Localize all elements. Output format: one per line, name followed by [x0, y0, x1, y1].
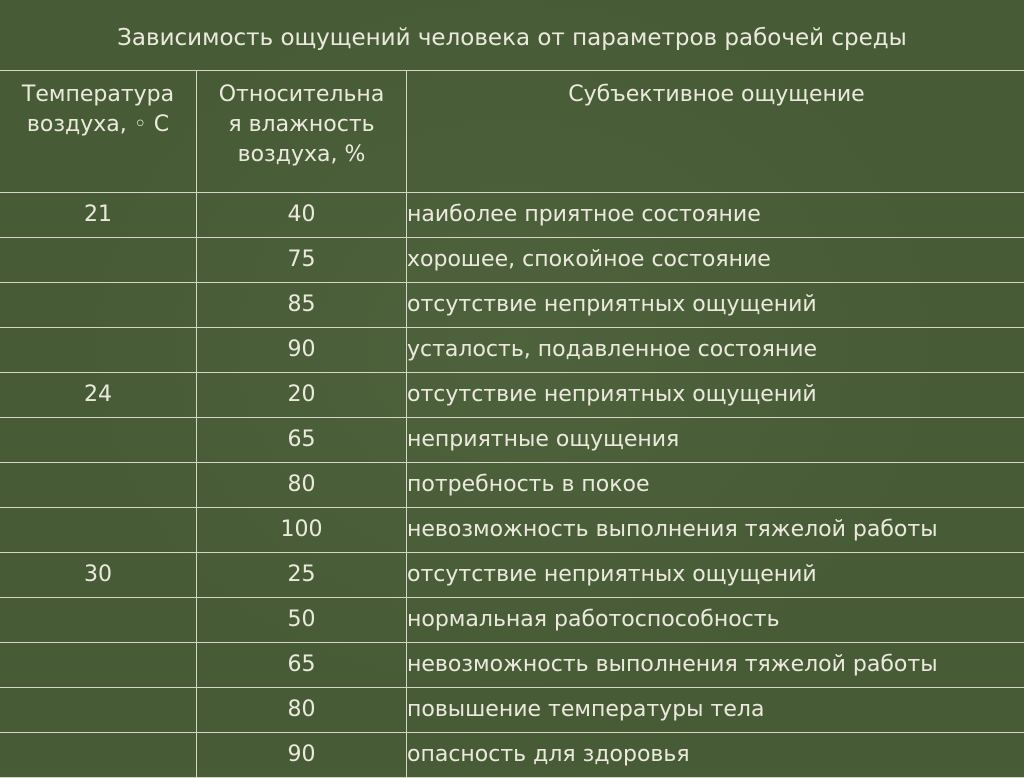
humidity-cell: 80 [197, 463, 407, 508]
table-row [0, 193, 1024, 238]
feeling-cell: наиболее приятное состояние [407, 193, 1024, 238]
temperature-cell: 24 [0, 373, 197, 418]
table-row [0, 688, 1024, 733]
feeling-cell: усталость, подавленное состояние [407, 328, 1024, 373]
humidity-cell: 25 [197, 553, 407, 598]
header-temperature-line2: воздуха, ◦ С [0, 110, 196, 140]
table-row [0, 508, 1024, 553]
humidity-cell: 50 [197, 598, 407, 643]
feeling-cell: отсутствие неприятных ощущений [407, 373, 1024, 418]
temperature-cell: 21 [0, 193, 197, 238]
feeling-cell: невозможность выполнения тяжелой работы [407, 508, 1024, 553]
humidity-cell: 40 [197, 193, 407, 238]
feeling-cell: опасность для здоровья [407, 733, 1024, 778]
feeling-cell: потребность в покое [407, 463, 1024, 508]
table-body [0, 193, 1024, 778]
feeling-cell: отсутствие неприятных ощущений [407, 553, 1024, 598]
table-row [0, 598, 1024, 643]
table-row [0, 463, 1024, 508]
table-row [0, 643, 1024, 688]
humidity-feeling-table [0, 70, 1024, 778]
temperature-cell [0, 238, 197, 283]
header-temperature [0, 71, 197, 193]
humidity-cell: 75 [197, 238, 407, 283]
table-row [0, 283, 1024, 328]
temperature-cell [0, 463, 197, 508]
temperature-cell [0, 688, 197, 733]
feeling-cell: повышение температуры тела [407, 688, 1024, 733]
temperature-cell [0, 328, 197, 373]
temperature-cell [0, 733, 197, 778]
humidity-cell: 65 [197, 418, 407, 463]
table-row [0, 553, 1024, 598]
humidity-cell: 65 [197, 643, 407, 688]
feeling-cell: хорошее, спокойное состояние [407, 238, 1024, 283]
temperature-cell [0, 508, 197, 553]
header-humidity-line2: я влажность [197, 110, 406, 140]
temperature-cell [0, 643, 197, 688]
feeling-cell: неприятные ощущения [407, 418, 1024, 463]
header-humidity [197, 71, 407, 193]
humidity-cell: 90 [197, 733, 407, 778]
temperature-cell [0, 418, 197, 463]
slide-title: Зависимость ощущений человека от параметров рабочей среды [0, 18, 1024, 58]
humidity-cell: 85 [197, 283, 407, 328]
table-row [0, 328, 1024, 373]
humidity-cell: 100 [197, 508, 407, 553]
header-humidity-line3: воздуха, % [197, 140, 406, 170]
temperature-cell: 30 [0, 553, 197, 598]
table-row [0, 418, 1024, 463]
feeling-cell: отсутствие неприятных ощущений [407, 283, 1024, 328]
header-temperature-line1: Температура [0, 80, 196, 110]
header-feeling: Субъективное ощущение [407, 71, 1024, 193]
feeling-cell: невозможность выполнения тяжелой работы [407, 643, 1024, 688]
temperature-cell [0, 283, 197, 328]
humidity-cell: 20 [197, 373, 407, 418]
humidity-cell: 80 [197, 688, 407, 733]
table-row [0, 238, 1024, 283]
table-header-row [0, 71, 1024, 193]
feeling-cell: нормальная работоспособность [407, 598, 1024, 643]
header-humidity-line1: Относительна [197, 80, 406, 110]
humidity-cell: 90 [197, 328, 407, 373]
table-row [0, 733, 1024, 778]
temperature-cell [0, 598, 197, 643]
table-row [0, 373, 1024, 418]
